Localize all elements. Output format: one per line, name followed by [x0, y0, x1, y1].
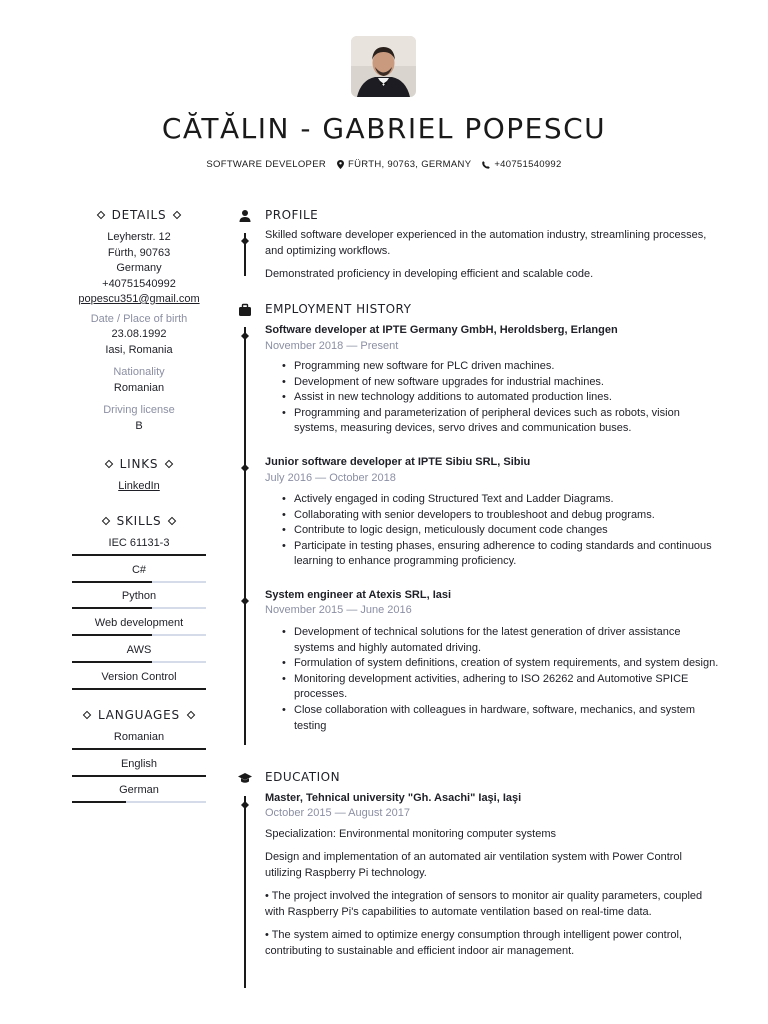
briefcase-icon [238, 303, 252, 317]
list-item: • Programming and parameterization of peripheral devices such as robots, vision systems, measuring devices, servo drives and communication buses. [294, 406, 720, 437]
diamond-icon [104, 460, 112, 468]
map-pin-icon [337, 160, 344, 169]
skill-level-fill [72, 688, 206, 690]
languages-heading: LANGUAGES [72, 708, 206, 722]
education-timeline [244, 796, 246, 988]
skill-name: C# [131, 563, 147, 576]
skill-level-fill [72, 634, 152, 636]
timeline-node [241, 459, 249, 467]
job-2-bullets [265, 492, 720, 570]
job-1-dates: November 2018 — Present [265, 340, 399, 352]
address-country: Germany [116, 262, 162, 274]
list-item: • Contribute to logic design, meticulously document code changes [294, 523, 720, 539]
diamond-icon [83, 711, 91, 719]
education-detail-2: • The system aimed to optimize energy consumption through intelligent power control, contributing to sustainable and efficient indoor air management. [265, 929, 682, 957]
education-dates: October 2015 — August 2017 [265, 807, 410, 819]
job-3-title: System engineer at Atexis SRL, Iasi [265, 589, 452, 601]
skill-name: AWS [126, 643, 152, 656]
nationality-label: Nationality [113, 366, 165, 378]
language-level-bar [72, 801, 206, 803]
linkedin-link[interactable]: LinkedIn [118, 480, 160, 492]
diamond-icon [168, 517, 176, 525]
diamond-icon [101, 517, 109, 525]
job-3-bullets [265, 625, 720, 734]
job-title: SOFTWARE DEVELOPER [206, 159, 326, 170]
timeline-node [241, 592, 249, 600]
skills-heading: SKILLS [72, 514, 206, 528]
job-1-bullets [265, 359, 720, 437]
job-2-title: Junior software developer at IPTE Sibiu SRL, Sibiu [265, 456, 531, 468]
skill-item [72, 671, 206, 683]
email-link[interactable]: popescu351@gmail.com [78, 293, 200, 305]
diamond-icon [187, 711, 195, 719]
skill-level-bar [72, 688, 206, 690]
employment-heading: EMPLOYMENT HISTORY [265, 302, 412, 316]
skill-level-bar [72, 554, 206, 556]
list-item: • Assist in new technology additions to automated production lines. [294, 390, 720, 406]
profile-heading: PROFILE [265, 208, 319, 222]
skill-item [72, 644, 206, 656]
education-detail-1: • The project involved the integration of sensors to monitor air quality parameters, coupled with Raspberry Pi's capabilities to automate ventilation based on real-time data. [265, 890, 703, 918]
links-heading: LINKS [72, 457, 206, 471]
profile-summary-2: Demonstrated proficiency in developing efficient and scalable code. [265, 268, 594, 280]
list-item: • Development of technical solutions for the latest generation of driver assistance systems and highly automated driving. [294, 625, 720, 656]
timeline-node [241, 327, 249, 335]
candidate-name: CĂTĂLIN - GABRIEL POPESCU [161, 112, 607, 145]
list-item: • Formulation of system definitions, creation of system requirements, and system design. [294, 656, 720, 672]
education-heading: EDUCATION [265, 770, 341, 784]
profile-summary: Skilled software developer experienced in the automation industry, streamlining processes, and optimizing workflows. [265, 229, 707, 257]
details-phone: +40751540992 [102, 277, 176, 290]
language-name: Romanian [113, 731, 165, 743]
skill-level-bar [72, 607, 206, 609]
header-location [337, 159, 471, 170]
diamond-icon [173, 211, 181, 219]
language-item [72, 731, 206, 743]
location-text: FÜRTH, 90763, GERMANY [348, 159, 472, 170]
language-level-bar [72, 748, 206, 750]
skill-item [72, 617, 206, 629]
skill-level-fill [72, 661, 152, 663]
list-item: • Monitoring development activities, adhering to ISO 26262 and Automotive SPICE processes. [294, 672, 720, 703]
list-item: • Participate in testing phases, ensuring adherence to coding standards and continuous learning to enhance programming proficiency. [294, 539, 720, 570]
skill-name: Version Control [101, 670, 177, 683]
skill-level-fill [72, 581, 152, 583]
diamond-icon [165, 460, 173, 468]
profile-photo [351, 36, 416, 97]
job-3-dates: November 2015 — June 2016 [265, 604, 412, 616]
nationality-value: Romanian [113, 381, 165, 394]
skill-name: Python [121, 590, 157, 603]
skill-item [72, 590, 206, 602]
list-item: • Collaborating with senior developers to troubleshoot and debug programs. [294, 508, 720, 524]
timeline-node [241, 796, 249, 804]
language-item [72, 784, 206, 796]
skill-item [72, 564, 206, 576]
license-label: Driving license [103, 404, 175, 416]
birth-label: Date / Place of birth [90, 312, 188, 325]
employment-timeline [244, 327, 246, 745]
phone-text: +40751540992 [494, 159, 562, 170]
skill-level-bar [72, 634, 206, 636]
list-item: • Close collaboration with colleagues in hardware, software, mechanics, and system testing [294, 703, 720, 734]
skill-level-fill [72, 554, 206, 556]
address-street: Leyherstr. 12 [107, 231, 171, 243]
birth-place: Iasi, Romania [105, 343, 173, 356]
education-description: Design and implementation of an automated air ventilation system with Power Control utilizing Raspberry Pi technology. [265, 851, 682, 879]
details-heading: DETAILS [72, 208, 206, 222]
header-contact-line [0, 159, 768, 170]
phone-icon [482, 161, 490, 169]
list-item: • Programming new software for PLC driven machines. [294, 359, 720, 375]
job-1-title: Software developer at IPTE Germany GmbH, Heroldsberg, Erlangen [265, 324, 618, 336]
list-item: • Actively engaged in coding Structured Text and Ladder Diagrams. [294, 492, 720, 508]
job-2-dates: July 2016 — October 2018 [265, 472, 396, 484]
language-level-fill [72, 775, 206, 777]
address-city: Fürth, 90763 [107, 246, 171, 259]
education-specialization: Specialization: Environmental monitoring computer systems [265, 828, 557, 840]
header-phone [482, 159, 561, 170]
timeline-node [241, 232, 249, 240]
language-name: English [120, 757, 158, 770]
details-block [62, 230, 216, 434]
skill-name: Web development [94, 617, 184, 630]
skill-level-bar [72, 581, 206, 583]
education-title: Master, Tehnical university "Gh. Asachi" Iaşi, Iaşi [265, 792, 522, 804]
language-level-fill [72, 801, 126, 803]
person-icon [238, 209, 252, 223]
graduation-cap-icon [238, 771, 252, 785]
skill-level-bar [72, 661, 206, 663]
skill-item [72, 537, 206, 549]
list-item: • Development of new software upgrades for industrial machines. [294, 375, 720, 391]
language-item [72, 758, 206, 770]
language-level-fill [72, 748, 206, 750]
language-level-bar [72, 775, 206, 777]
license-value: B [135, 419, 143, 432]
language-name: German [119, 784, 159, 797]
skill-level-fill [72, 607, 152, 609]
diamond-icon [96, 211, 104, 219]
skill-name: IEC 61131-3 [108, 537, 170, 549]
birth-date: 23.08.1992 [111, 328, 167, 340]
